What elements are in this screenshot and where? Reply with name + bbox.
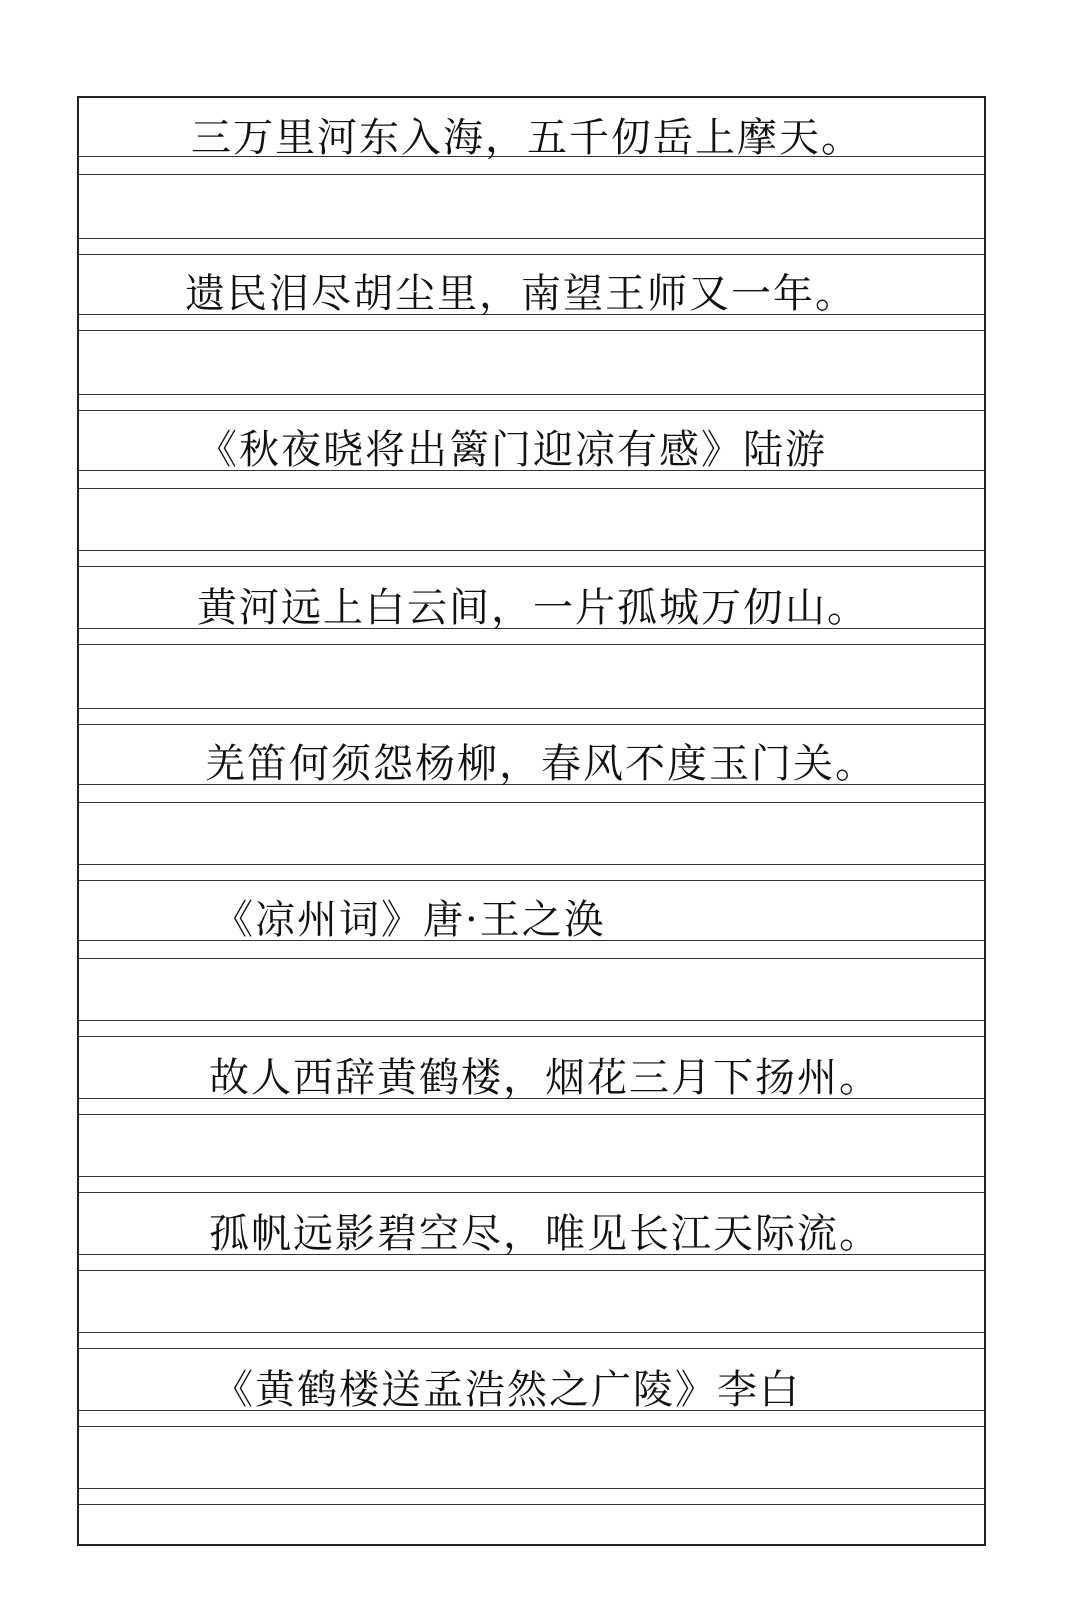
poem-line-2: 遗民泪尽胡尘里，南望王师又一年。 xyxy=(185,271,857,317)
rule-line xyxy=(79,1488,984,1489)
poem-title-li-bai: 《黄鹤楼送孟浩然之广陵》李白 xyxy=(213,1367,801,1413)
poem-line-6: 孤帆远影碧空尽，唯见长江天际流。 xyxy=(209,1211,881,1257)
writing-sheet xyxy=(77,96,986,1546)
rule-line xyxy=(79,708,984,709)
rule-line xyxy=(79,238,984,239)
rule-line xyxy=(79,1426,984,1427)
rule-line xyxy=(79,958,984,959)
rule-line xyxy=(79,644,984,645)
poem-line-4: 羌笛何须怨杨柳，春风不度玉门关。 xyxy=(205,741,877,787)
rule-line xyxy=(79,550,984,551)
rule-line xyxy=(79,254,984,255)
poem-title-lu-you: 《秋夜晓将出篱门迎凉有感》陆游 xyxy=(197,427,827,473)
poem-line-3: 黄河远上白云间，一片孤城万仞山。 xyxy=(197,585,869,631)
rule-line xyxy=(79,1020,984,1021)
rule-line xyxy=(79,174,984,175)
rule-line xyxy=(79,864,984,865)
rule-line xyxy=(79,410,984,411)
rule-line xyxy=(79,330,984,331)
poem-line-5: 故人西辞黄鹤楼，烟花三月下扬州。 xyxy=(209,1055,881,1101)
rule-line xyxy=(79,1504,984,1505)
rule-line xyxy=(79,488,984,489)
rule-line xyxy=(79,1036,984,1037)
rule-line xyxy=(79,394,984,395)
rule-line xyxy=(79,880,984,881)
rule-line xyxy=(79,1332,984,1333)
poem-title-wang-zhihuan: 《凉州词》唐·王之涣 xyxy=(213,897,606,943)
rule-line xyxy=(79,1270,984,1271)
rule-line xyxy=(79,1348,984,1349)
rule-line xyxy=(79,1192,984,1193)
rule-line xyxy=(79,1176,984,1177)
rule-line xyxy=(79,724,984,725)
poem-line-1: 三万里河东入海，五千仞岳上摩天。 xyxy=(191,115,863,161)
rule-line xyxy=(79,566,984,567)
rule-line xyxy=(79,802,984,803)
rule-line xyxy=(79,1114,984,1115)
